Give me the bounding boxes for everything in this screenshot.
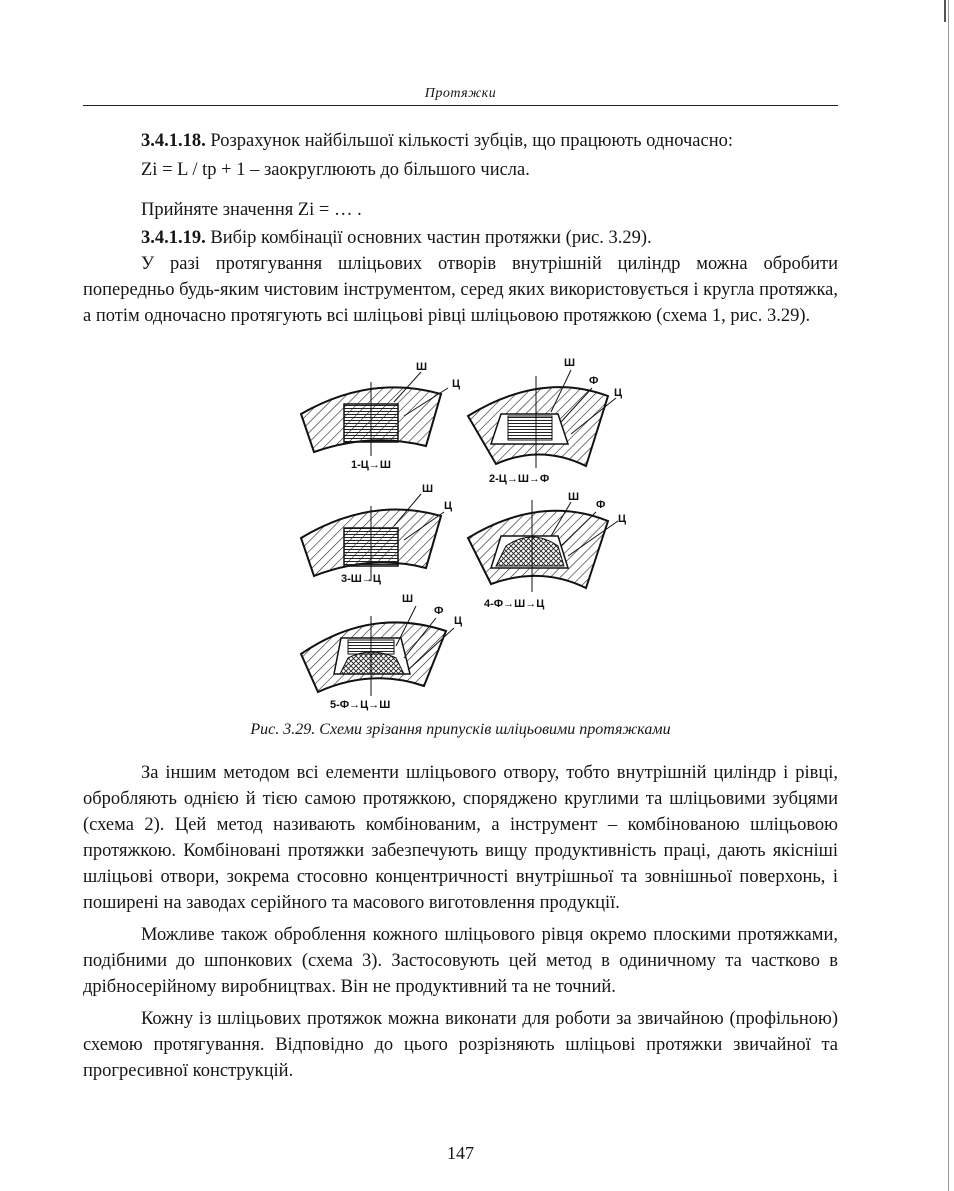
label-sh: Ш bbox=[564, 357, 576, 369]
running-head: Протяжки bbox=[424, 86, 497, 101]
scheme-1-drawing bbox=[301, 372, 448, 456]
scheme-4-drawing bbox=[468, 500, 618, 592]
label-f: Ф bbox=[589, 375, 599, 387]
label-ts: Ц bbox=[452, 378, 461, 390]
label-ts: Ц bbox=[444, 500, 453, 512]
page-number: 147 bbox=[447, 1143, 474, 1163]
section-title: Вибір комбінації основних частин протяжки (рис. 3.29). bbox=[205, 228, 652, 248]
section-number: 3.4.1.18. bbox=[141, 131, 206, 151]
section-3-4-1-18-heading bbox=[83, 128, 896, 154]
paragraph-1-block bbox=[83, 251, 838, 329]
paragraph-4: Кожну із шліцьових протяжок можна виконати для роботи за звичайною (профільною) схемою протягування. Відповідно до цього розрізняють шліцьові протяжки звичайної та прогресивної конструкцій. bbox=[83, 1009, 838, 1081]
section-3-4-1-19-heading bbox=[83, 225, 896, 251]
label-sh: Ш bbox=[402, 593, 414, 605]
paragraph-3: Можливе також оброблення кожного шліцьового рівця окремо плоскими протяжками, подібними до шпонкових (схема 3). Застосовують цей метод в одиничному та частково в дрібносерійному виробництвах. Він не продуктивний та не точний. bbox=[83, 925, 838, 997]
scheme-label-4: 4-Ф→Ш→Ц bbox=[484, 598, 545, 610]
figure-3-29 bbox=[296, 356, 656, 718]
label-sh: Ш bbox=[568, 491, 580, 503]
body-text-block bbox=[83, 760, 838, 1084]
label-sh: Ш bbox=[422, 483, 434, 495]
paragraph-2: За іншим методом всі елементи шліцьового отвору, тобто внутрішній циліндр і рівці, обробляють однією й тією самою протяжкою, споряджено круглими та шліцьовими зубцями (схема 2). Цей метод називають комбінованим, а інструмент – комбінованою шліцьовою протяжкою. Комбіновані протяжки забезпечують вищу продуктивність праці, дають якісніші шліцьові отвори, зокрема стосовно концентричності внутрішньої та зовнішньої поверхонь, і поширені на заводах серійного та масового виготовлення продукції. bbox=[83, 763, 838, 913]
scheme-5-drawing bbox=[301, 606, 454, 696]
figure-caption: Рис. 3.29. Схеми зрізання припусків шліцьовими протяжками bbox=[250, 721, 671, 738]
scheme-label-1: 1-Ц→Ш bbox=[351, 459, 391, 471]
scheme-label-2: 2-Ц→Ш→Ф bbox=[489, 473, 550, 485]
formula-line: Zi = L / tp + 1 – заокруглюють до більшого числа. bbox=[141, 160, 530, 180]
scheme-label-5: 5-Ф→Ц→Ш bbox=[330, 699, 391, 711]
paragraph-1: У разі протягування шліцьових отворів внутрішній циліндр можна обробити попередньо будь-яким чистовим інструментом, серед яких використовується і кругла протяжка, а потім одночасно протягують всі шліцьові рівці шліцьовою протяжкою (схема 1, рис. 3.29). bbox=[83, 254, 838, 326]
scheme-3-drawing bbox=[301, 494, 444, 581]
label-ts: Ц bbox=[618, 513, 627, 525]
scheme-label-3: 3-Ш→Ц bbox=[341, 573, 381, 585]
label-sh: Ш bbox=[416, 361, 428, 373]
scan-edge-mark bbox=[944, 0, 946, 22]
scan-edge-line bbox=[948, 0, 949, 1191]
section-number: 3.4.1.19. bbox=[141, 228, 206, 248]
header-rule bbox=[83, 105, 838, 106]
section-title: Розрахунок найбільшої кількості зубців, що працюють одночасно: bbox=[205, 131, 733, 151]
label-f: Ф bbox=[434, 605, 444, 617]
label-f: Ф bbox=[596, 499, 606, 511]
accepted-value-line: Прийняте значення Zi = … . bbox=[141, 200, 362, 220]
label-ts: Ц bbox=[614, 387, 623, 399]
label-ts: Ц bbox=[454, 615, 463, 627]
